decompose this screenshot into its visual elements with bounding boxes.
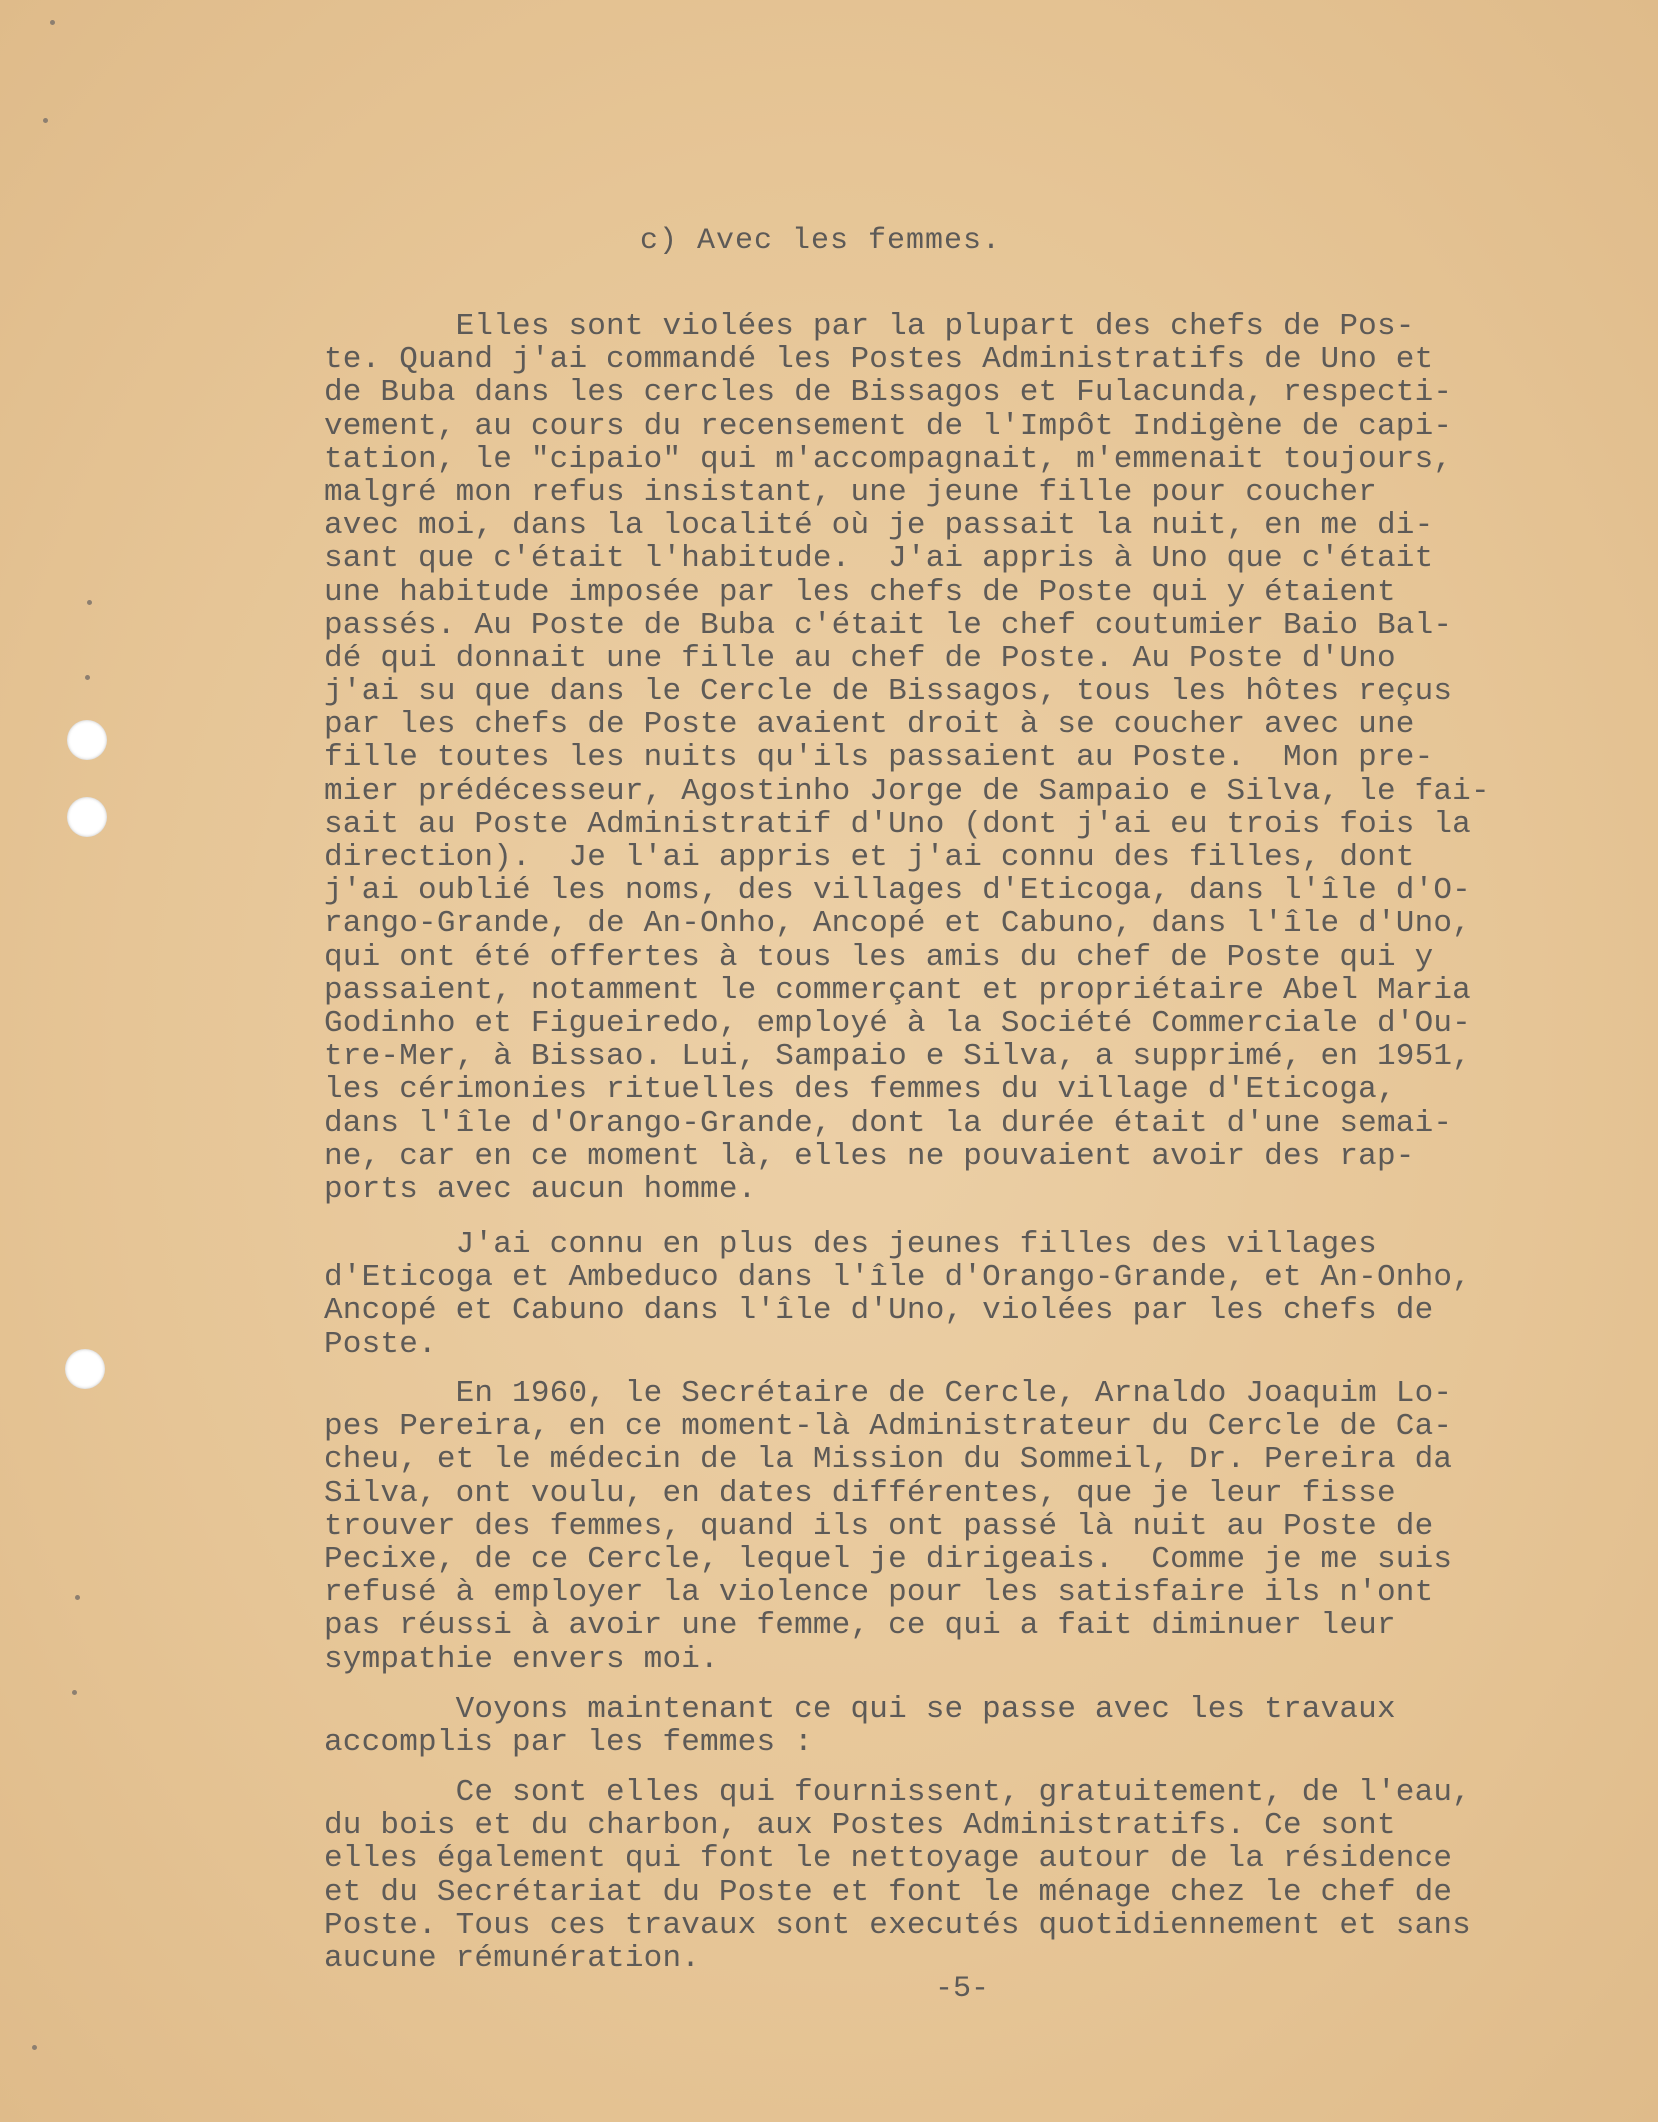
text-line: tation, le "cipaio" qui m'accompagnait, m'emmenait toujours, [324,441,1453,477]
text-line: j'ai oublié les noms, des villages d'Eticoga, dans l'île d'O- [324,873,1471,909]
text-line: passaient, notamment le commerçant et propriétaire Abel Maria [324,972,1471,1008]
text-line: J'ai connu en plus des jeunes filles des villages [324,1227,1377,1262]
paragraph-travaux-intro [324,1693,1624,1759]
text-line: de Buba dans les cercles de Bissagos et Fulacunda, respecti- [324,375,1453,411]
punch-hole [67,797,107,837]
text-line: pes Pereira, en ce moment-là Administrateur du Cercle de Ca- [324,1409,1453,1445]
text-line: En 1960, le Secrétaire de Cercle, Arnaldo Joaquim Lo- [324,1376,1453,1411]
text-line: une habitude imposée par les chefs de Poste qui y étaient [324,574,1396,610]
text-line: Pecixe, de ce Cercle, lequel je dirigeais. Comme je me suis [324,1541,1453,1577]
text-line: Poste. [324,1326,437,1362]
text-line: tre-Mer, à Bissao. Lui, Sampaio e Silva, a supprimé, en 1951, [324,1039,1471,1075]
text-line: Silva, ont voulu, en dates différentes, que je leur fisse [324,1475,1396,1511]
text-line: Elles sont violées par la plupart des chefs de Pos- [324,309,1415,344]
paper-speck [72,1690,77,1695]
text-line: ports avec aucun homme. [324,1171,757,1207]
text-line: sant que c'était l'habitude. J'ai appris à Uno que c'était [324,541,1434,577]
text-line: accomplis par les femmes : [324,1725,813,1761]
text-line: dans l'île d'Orango-Grande, dont la durée était d'une semai- [324,1105,1453,1141]
text-line: ne, car en ce moment là, elles ne pouvaient avoir des rap- [324,1138,1415,1174]
text-line: vement, au cours du recensement de l'Impôt Indigène de capi- [324,408,1453,444]
text-line: refusé à employer la violence pour les satisfaire ils n'ont [324,1575,1434,1611]
text-line: aucune rémunération. [324,1940,701,1976]
text-line: elles également qui font le nettoyage autour de la résidence [324,1841,1453,1877]
text-line: malgré mon refus insistant, une jeune fille pour coucher [324,474,1377,510]
paper-speck [43,118,48,123]
paragraph-viol [324,310,1624,1206]
text-line: d'Eticoga et Ambeduco dans l'île d'Orango-Grande, et An-Onho, [324,1260,1471,1296]
text-line: j'ai su que dans le Cercle de Bissagos, tous les hôtes reçus [324,674,1453,710]
text-line: par les chefs de Poste avaient droit à se coucher avec une [324,707,1415,743]
text-line: Godinho et Figueiredo, employé à la Société Commerciale d'Ou- [324,1005,1471,1041]
paper-speck [85,675,90,680]
text-line: direction). Je l'ai appris et j'ai connu des filles, dont [324,840,1415,875]
text-line: cheu, et le médecin de la Mission du Sommeil, Dr. Pereira da [324,1442,1453,1478]
text-line: du bois et du charbon, aux Postes Administratifs. Ce sont [324,1808,1396,1844]
punch-hole [67,720,107,760]
text-line: mier prédécesseur, Agostinho Jorge de Sampaio e Silva, le fai- [324,773,1490,809]
text-line: te. Quand j'ai commandé les Postes Administratifs de Uno et [324,342,1434,378]
paper-speck [87,600,92,605]
paragraph-jeunes-filles [324,1228,1624,1361]
text-line: pas réussi à avoir une femme, ce qui a fait diminuer leur [324,1608,1396,1644]
text-line: et du Secrétariat du Poste et font le ménage chez le chef de [324,1874,1453,1910]
text-line: sympathie envers moi. [324,1641,719,1677]
text-line: passés. Au Poste de Buba c'était le chef coutumier Baio Bal- [324,607,1453,643]
paper-speck [50,20,55,25]
text-line: dé qui donnait une fille au chef de Poste. Au Poste d'Uno [324,640,1396,676]
text-line: avec moi, dans la localité où je passait la nuit, en me di- [324,508,1434,544]
text-line: trouver des femmes, quand ils ont passé là nuit au Poste de [324,1508,1434,1544]
text-line: les cérimonies rituelles des femmes du village d'Eticoga, [324,1072,1396,1108]
text-line: fille toutes les nuits qu'ils passaient au Poste. Mon pre- [324,740,1434,776]
punch-hole [65,1349,105,1389]
text-line: Poste. Tous ces travaux sont executés quotidiennement et sans [324,1907,1471,1943]
paper-speck [75,1595,80,1600]
text-line: qui ont été offertes à tous les amis du chef de Poste qui y [324,939,1434,975]
text-line: sait au Poste Administratif d'Uno (dont j'ai eu trois fois la [324,806,1471,842]
paper-speck [32,2045,37,2050]
page-number: -5- [935,1972,990,2006]
section-heading: c) Avec les femmes. [640,224,1002,258]
text-line: rango-Grande, de An-Onho, Ancopé et Cabuno, dans l'île d'Uno, [324,906,1471,942]
text-line: Ce sont elles qui fournissent, gratuitement, de l'eau, [324,1775,1471,1810]
text-line: Voyons maintenant ce qui se passe avec les travaux [324,1692,1396,1727]
paragraph-travaux [324,1776,1624,1975]
text-line: Ancopé et Cabuno dans l'île d'Uno, violées par les chefs de [324,1293,1434,1329]
paragraph-1960 [324,1377,1624,1676]
